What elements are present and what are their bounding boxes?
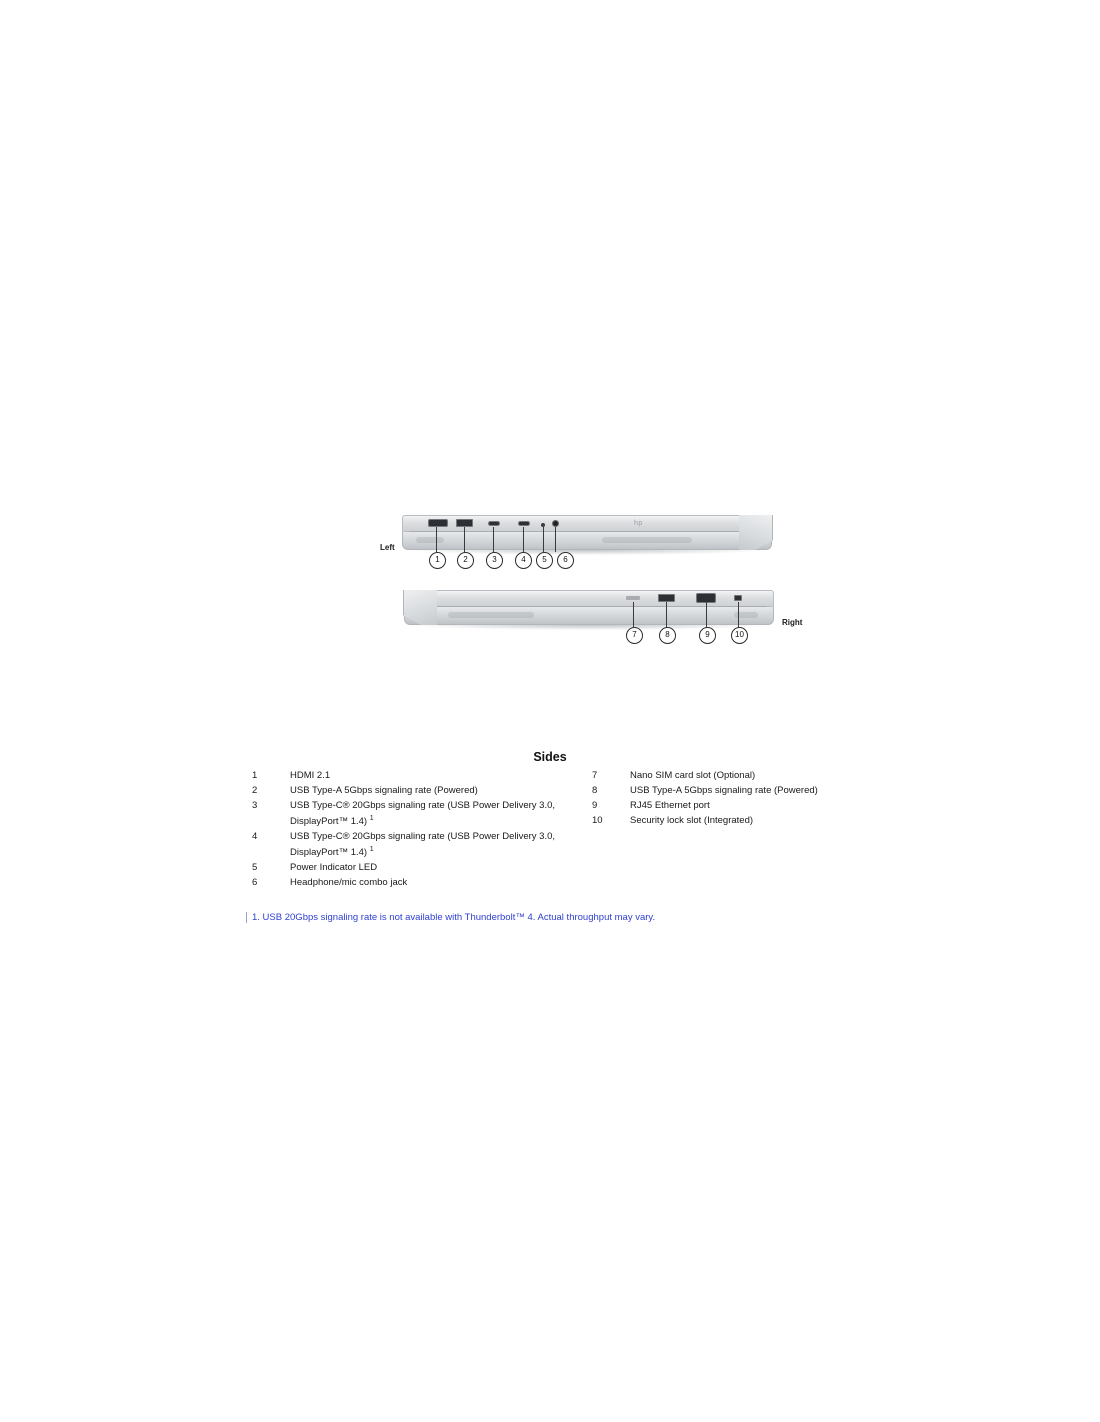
legend-label: RJ45 Ethernet port xyxy=(630,800,710,811)
hinge-seam xyxy=(411,606,766,607)
legend-item xyxy=(252,799,592,828)
legend-number: 5 xyxy=(252,862,258,874)
legend-label: USB Type-A 5Gbps signaling rate (Powered) xyxy=(290,785,478,796)
legend-label-text: USB Type-C® 20Gbps signaling rate (USB Power Delivery 3.0, DisplayPort™ 1.4) xyxy=(290,831,556,859)
legend-label: Power Indicator LED xyxy=(290,862,378,874)
callout-5: 5 xyxy=(536,552,553,569)
leader-line xyxy=(666,602,667,627)
drop-shadow xyxy=(410,625,768,630)
legend-number: 2 xyxy=(252,785,258,796)
legend-item xyxy=(592,784,872,797)
legend-number: 3 xyxy=(252,800,258,811)
legend-item xyxy=(252,861,592,874)
legend-number: 9 xyxy=(592,800,598,811)
legend-number: 1 xyxy=(252,770,258,781)
legend-number: 6 xyxy=(252,877,258,889)
slot-security-lock xyxy=(734,595,742,601)
leader-line xyxy=(738,602,739,627)
footnote xyxy=(252,911,655,925)
callout-9: 9 xyxy=(699,627,716,644)
vent-grille xyxy=(448,612,534,618)
legend-item xyxy=(592,814,872,827)
port-usb-a xyxy=(456,519,473,527)
leader-line xyxy=(464,527,465,552)
legend-label: Headphone/mic combo jack xyxy=(290,877,408,889)
laptop-right-side-view xyxy=(404,590,803,639)
port-usb-c-2 xyxy=(518,521,530,526)
legend xyxy=(252,769,872,891)
legend-label: HDMI 2.1 xyxy=(290,770,331,781)
hp-logo: hp xyxy=(634,520,643,527)
legend-label-text: USB Type-C® 20Gbps signaling rate (USB Power Delivery 3.0, DisplayPort™ 1.4) xyxy=(290,800,556,828)
hinge-seam xyxy=(409,531,764,532)
legend-item xyxy=(252,784,592,797)
product-illustration xyxy=(380,505,803,655)
legend-item xyxy=(252,876,592,889)
legend-number: 4 xyxy=(252,831,258,843)
callout-4: 4 xyxy=(515,552,532,569)
slot-nano-sim xyxy=(626,596,640,600)
view-label-left: Left xyxy=(380,543,395,552)
callout-1: 1 xyxy=(429,552,446,569)
legend-item xyxy=(252,830,592,859)
callout-6: 6 xyxy=(557,552,574,569)
callout-2: 2 xyxy=(457,552,474,569)
port-usb-c-1 xyxy=(488,521,500,526)
port-usb-a-right xyxy=(658,594,675,602)
callout-8: 8 xyxy=(659,627,676,644)
leader-line xyxy=(543,527,544,552)
chassis-base-edge xyxy=(402,532,772,550)
callout-10: 10 xyxy=(731,627,748,644)
vent-grille xyxy=(602,537,692,543)
callout-7: 7 xyxy=(626,627,643,644)
leader-line xyxy=(436,527,437,552)
legend-column-right xyxy=(592,769,872,891)
section-title: Sides xyxy=(533,750,567,764)
legend-number: 10 xyxy=(592,815,603,826)
leader-line xyxy=(633,602,634,627)
view-label-right: Right xyxy=(782,618,803,627)
legend-column-left xyxy=(252,769,592,891)
leader-line xyxy=(706,602,707,627)
legend-number: 7 xyxy=(592,770,598,781)
legend-label: Nano SIM card slot (Optional) xyxy=(630,770,756,781)
vent-grille xyxy=(416,537,444,543)
footnote-rule xyxy=(246,912,247,923)
legend-item xyxy=(592,769,872,782)
leader-line xyxy=(555,527,556,552)
legend-label xyxy=(290,830,580,859)
laptop-left-side-view xyxy=(380,515,772,564)
legend-label: USB Type-A 5Gbps signaling rate (Powered) xyxy=(630,785,818,796)
footnote-marker: 1 xyxy=(369,846,374,854)
footnote-text: 1. USB 20Gbps signaling rate is not available with Thunderbolt™ 4. Actual throughput may vary. xyxy=(252,912,656,923)
legend-label: Security lock slot (Integrated) xyxy=(630,815,754,826)
legend-item xyxy=(252,769,592,782)
leader-line xyxy=(493,527,494,552)
port-hdmi xyxy=(428,519,448,527)
legend-label xyxy=(290,799,580,828)
callout-3: 3 xyxy=(486,552,503,569)
legend-item xyxy=(592,799,872,812)
leader-line xyxy=(523,527,524,552)
footnote-marker: 1 xyxy=(369,815,374,822)
chassis-lid-edge xyxy=(404,590,774,607)
port-headphone-mic-jack xyxy=(552,520,559,527)
legend-number: 8 xyxy=(592,785,598,796)
